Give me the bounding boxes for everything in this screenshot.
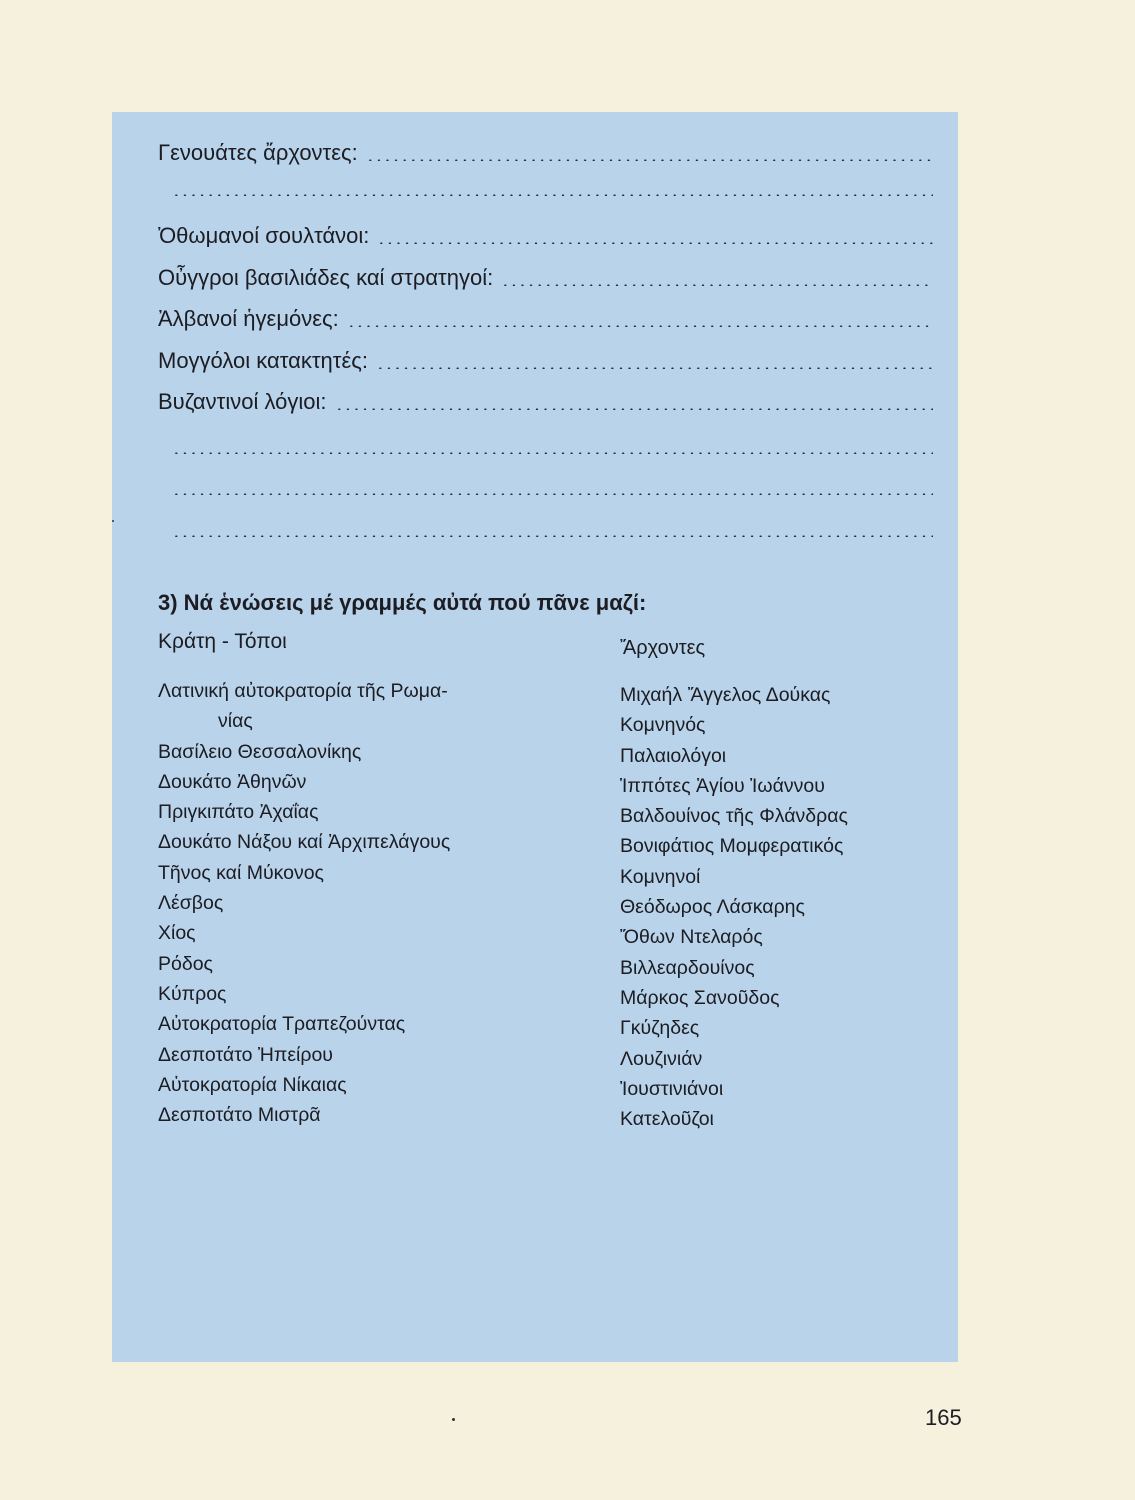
fill-line-continuation[interactable]: [172, 425, 933, 461]
ruler-item[interactable]: Βονιφάτιος Μομφερατικός: [620, 835, 844, 858]
dotted-answer-line[interactable]: [172, 194, 933, 196]
ruler-item[interactable]: Βαλδουίνος τῆς Φλάνδρας: [620, 805, 848, 828]
dotted-answer-line[interactable]: [172, 452, 933, 454]
rulers-list: [620, 680, 848, 1134]
state-item[interactable]: Ρόδος: [158, 952, 213, 975]
fill-line-continuation[interactable]: [172, 466, 933, 502]
scan-speck: [112, 520, 114, 522]
left-column-header: Κράτη - Τόποι: [158, 630, 287, 653]
right-column-header: Ἄρχοντες: [620, 637, 706, 659]
ruler-item[interactable]: Ἱππότες Ἁγίου Ἰωάννου: [620, 774, 825, 797]
dotted-answer-line[interactable]: [335, 408, 934, 410]
dotted-answer-line[interactable]: [376, 367, 933, 369]
ruler-item[interactable]: Θεόδωρος Λάσκαρης: [620, 896, 805, 919]
fill-line-albanians[interactable]: [158, 298, 933, 334]
ruler-item[interactable]: Βιλλεαρδουίνος: [620, 956, 755, 979]
fill-line-ottomans[interactable]: [158, 215, 933, 251]
fill-label: Ἀλβανοί ἡγεμόνες:: [158, 306, 339, 331]
fill-label: Ὀθωμανοί σουλτάνοι:: [158, 223, 370, 248]
ruler-item[interactable]: Παλαιολόγοι: [620, 744, 727, 767]
dotted-answer-line[interactable]: [366, 159, 933, 161]
ruler-item[interactable]: Λουζινιάν: [620, 1047, 703, 1070]
state-item[interactable]: Αὐτοκρατορία Τραπεζούντας: [158, 1013, 406, 1036]
state-item-continuation: νίας: [218, 710, 253, 733]
fill-line-genoese[interactable]: [158, 132, 933, 168]
fill-line-mongols[interactable]: [158, 340, 933, 376]
state-item[interactable]: Πριγκιπάτο Ἀχαΐας: [158, 801, 319, 824]
scan-speck: [452, 1418, 455, 1421]
state-item[interactable]: Τῆνος καί Μύκονος: [158, 861, 324, 884]
fill-line-hungarians[interactable]: [158, 257, 933, 293]
dotted-answer-line[interactable]: [172, 535, 933, 537]
states-list: [158, 676, 450, 1130]
fill-label: Οὖγγροι βασιλιάδες καί στρατηγοί:: [158, 265, 494, 290]
dotted-answer-line[interactable]: [172, 493, 933, 495]
dotted-answer-line[interactable]: [501, 284, 933, 286]
state-item[interactable]: Δεσποτάτο Μιστρᾶ: [158, 1104, 321, 1127]
ruler-item[interactable]: Κομνηνοί: [620, 865, 701, 888]
state-item[interactable]: Λέσβος: [158, 892, 224, 915]
fill-line-continuation[interactable]: [172, 508, 933, 544]
ruler-item[interactable]: Ὄθων Ντελαρός: [620, 926, 763, 949]
fill-line-byzantine-scholars[interactable]: [158, 381, 933, 417]
fill-label: Βυζαντινοί λόγιοι:: [158, 389, 327, 414]
ruler-item[interactable]: Μιχαήλ Ἄγγελος Δούκας: [620, 684, 831, 706]
page-number: 165: [925, 1405, 962, 1430]
state-item[interactable]: Δουκάτο Ἀθηνῶν: [158, 770, 307, 793]
exercise-title: 3) Νά ἑνώσεις μέ γραμμές αὐτά πού πᾶνε μαζί:: [158, 590, 647, 615]
state-item[interactable]: Δεσποτάτο Ἠπείρου: [158, 1043, 333, 1066]
state-item[interactable]: Κύπρος: [158, 982, 227, 1005]
ruler-item[interactable]: Γκύζηδες: [620, 1017, 700, 1040]
ruler-item[interactable]: Ἰουστινιάνοι: [620, 1077, 724, 1100]
ruler-item[interactable]: Κατελοῦζοι: [620, 1108, 714, 1131]
state-item[interactable]: Βασίλειο Θεσσαλονίκης: [158, 740, 362, 763]
ruler-item[interactable]: Μάρκος Σανοῦδος: [620, 986, 780, 1009]
fill-label: Μογγόλοι κατακτητές:: [158, 348, 368, 373]
state-item[interactable]: Λατινική αὐτοκρατορία τῆς Ρωμα-: [158, 680, 448, 702]
state-item[interactable]: Αὐτοκρατορία Νίκαιας: [158, 1073, 347, 1096]
dotted-answer-line[interactable]: [377, 242, 933, 244]
dotted-answer-line[interactable]: [347, 325, 933, 327]
fill-label: Γενουάτες ἄρχοντες:: [158, 140, 358, 165]
ruler-item[interactable]: Κομνηνός: [620, 714, 706, 737]
state-item[interactable]: Δουκάτο Νάξου καί Ἀρχιπελάγους: [158, 831, 451, 854]
fill-line-continuation[interactable]: [172, 167, 933, 203]
state-item[interactable]: Χίος: [158, 922, 196, 945]
